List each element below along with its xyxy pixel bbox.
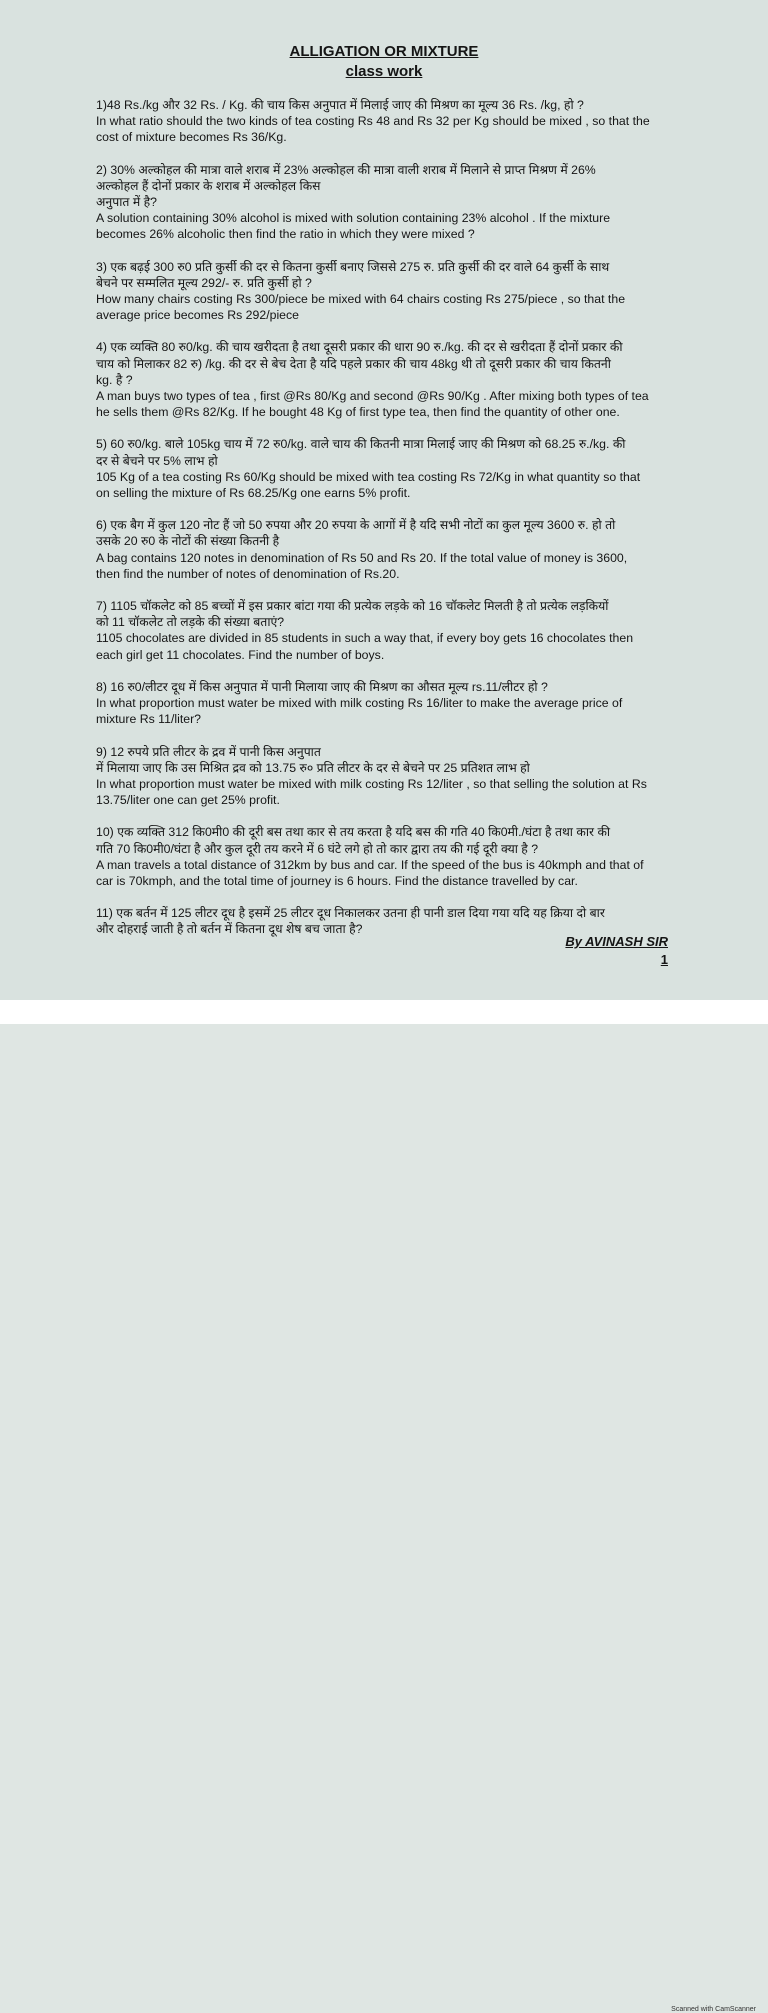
- question-line: A solution containing 30% alcohol is mixed with solution containing 23% alcohol . If the mixture: [96, 211, 611, 226]
- question-block: [96, 259, 676, 324]
- author-signature: By AVINASH SIR: [565, 934, 668, 949]
- page-number: 1: [660, 952, 668, 967]
- question-line: बेचने पर सम्मलित मूल्य 292/- रु. प्रति कुर्सी हो ?: [96, 275, 312, 290]
- question-line: cost of mixture becomes Rs 36/Kg.: [96, 130, 287, 145]
- question-list: [96, 97, 676, 954]
- question-line: A man buys two types of tea , first @Rs 80/Kg and second @Rs 90/Kg . After mixing both types of tea: [96, 389, 649, 404]
- question-line: each girl get 11 chocolates. Find the number of boys.: [96, 647, 385, 662]
- question-block: [96, 436, 676, 501]
- question-line: 11) एक बर्तन में 125 लीटर दूध है इसमें 25 लीटर दूध निकालकर उतना ही पानी डाल दिया गया यदि यह क्रिया दो बार: [96, 906, 605, 921]
- question-line: 7) 1105 चॉकलेट को 85 बच्चों में इस प्रकार बांटा गया की प्रत्येक लड़के को 16 चॉकलेट मिलती है तो प्रत्येक लड़कियों: [96, 599, 609, 614]
- question-block: [96, 598, 676, 663]
- question-line: A man travels a total distance of 312km by bus and car. If the speed of the bus is 40kmph and that of: [96, 857, 644, 872]
- question-line: 4) एक व्यक्ति 80 रु0/kg. की चाय खरीदता है तथा दूसरी प्रकार की धारा 90 रु./kg. की दर से खरीदता हैं दोनों प्रकार की: [96, 340, 623, 355]
- question-line: mixture Rs 11/liter?: [96, 712, 202, 727]
- question-block: [96, 97, 676, 146]
- question-block: [96, 744, 676, 809]
- question-line: becomes 26% alcoholic then find the ratio in which they were mixed ?: [96, 227, 475, 242]
- question-line: 6) एक बैग में कुल 120 नोट हैं जो 50 रुपया और 20 रुपया के आगों में है यदि सभी नोटों का कुल मूल्य 3600 रु. हो तो: [96, 518, 616, 533]
- question-block: [96, 824, 676, 889]
- question-block: [96, 162, 676, 243]
- question-line: then find the number of notes of denomination of Rs.20.: [96, 566, 400, 581]
- question-line: A bag contains 120 notes in denomination of Rs 50 and Rs 20. If the total value of money is 3600,: [96, 550, 628, 565]
- question-line: और दोहराई जाती है तो बर्तन में कितना दूध शेष बच जाता है?: [96, 922, 363, 937]
- question-line: गति 70 कि0मी0/घंटा है और कुल दूरी तय करने में 6 घंटे लगे हो तो कार द्वारा तय की गई दूरी क्या है ?: [96, 841, 539, 856]
- question-line: में मिलाया जाए कि उस मिश्रित द्रव को 13.75 रु० प्रति लीटर के दर से बेचने पर 25 प्रतिशत लाभ हो: [96, 760, 530, 775]
- question-line: को 11 चॉकलेट तो लड़के की संख्या बताएं?: [96, 615, 285, 630]
- question-line: 2) 30% अल्कोहल की मात्रा वाले शराब में 23% अल्कोहल की मात्रा वाली शराब में मिलाने से प्राप्त मिश्रण में 26%: [96, 162, 596, 177]
- question-line: अनुपात में है?: [96, 195, 157, 210]
- question-line: on selling the mixture of Rs 68.25/Kg one earns 5% profit.: [96, 486, 411, 501]
- question-line: 3) एक बढ़ई 300 रु0 प्रति कुर्सी की दर से कितना कुर्सी बनाए जिससे 275 रु. प्रति कुर्सी की दर वाले 64 कुर्सी के साथ: [96, 259, 610, 274]
- page-subtitle: class work: [345, 63, 423, 80]
- question-line: In what proportion must water be mixed with milk costing Rs 12/liter , so that selling the solution at Rs: [96, 776, 647, 791]
- question-line: उसके 20 रु0 के नोटों की संख्या कितनी है: [96, 534, 280, 549]
- question-line: अल्कोहल हैं दोनों प्रकार के शराब में अल्कोहल किस: [96, 178, 321, 193]
- question-line: kg. है ?: [96, 372, 133, 387]
- question-line: चाय को मिलाकर 82 रु) /kg. की दर से बेच देता है यदि पहले प्रकार की चाय 48kg थी तो दूसरी प्रकार की चाय कितनी: [96, 356, 611, 371]
- question-block: [96, 905, 676, 937]
- question-line: average price becomes Rs 292/piece: [96, 308, 300, 323]
- page-title: ALLIGATION OR MIXTURE: [289, 43, 479, 60]
- question-block: [96, 339, 676, 420]
- question-line: 1)48 Rs./kg और 32 Rs. / Kg. की चाय किस अनुपात में मिलाई जाए की मिश्रण का मूल्य 36 Rs. /kg, हो ?: [96, 98, 584, 112]
- question-line: In what proportion must water be mixed with milk costing Rs 16/liter to make the average price of: [96, 696, 623, 711]
- document-page: [0, 0, 768, 1000]
- question-line: दर से बेचने पर 5% लाभ हो: [96, 453, 218, 468]
- scanner-watermark-text: Scanned with CamScanner: [671, 2006, 756, 2013]
- scanner-footer: [0, 1000, 768, 2013]
- question-line: 5) 60 रु0/kg. बाले 105kg चाय में 72 रु0/kg. वाले चाय की कितनी मात्रा मिलाई जाए की मिश्रण को 68.25 रु./kg. की: [96, 437, 626, 452]
- question-line: car is 70kmph, and the total time of journey is 6 hours. Find the distance travelled by car.: [96, 873, 578, 888]
- question-line: 1105 chocolates are divided in 85 students in such a way that, if every boy gets 16 chocolates then: [96, 631, 634, 646]
- question-line: he sells them @Rs 82/Kg. If he bought 48 Kg of first type tea, then find the quantity of other one.: [96, 405, 620, 420]
- question-line: 10) एक व्यक्ति 312 कि0मी0 की दूरी बस तथा कार से तय करता है यदि बस की गति 40 कि0मी./घंटा है तथा कार की: [96, 825, 611, 840]
- question-line: In what ratio should the two kinds of tea costing Rs 48 and Rs 32 per Kg should be mixed , so that the: [96, 114, 650, 129]
- question-line: 13.75/liter one can get 25% profit.: [96, 793, 280, 808]
- question-line: How many chairs costing Rs 300/piece be mixed with 64 chairs costing Rs 275/piece , so that the: [96, 292, 626, 307]
- question-line: 105 Kg of a tea costing Rs 60/Kg should be mixed with tea costing Rs 72/Kg in what quantity so that: [96, 469, 641, 484]
- question-line: 8) 16 रु0/लीटर दूध में किस अनुपात में पानी मिलाया जाए की मिश्रण का औसत मूल्य rs.11/लीटर हो ?: [96, 679, 548, 694]
- question-block: [96, 679, 676, 728]
- question-block: [96, 517, 676, 582]
- question-line: 9) 12 रुपये प्रति लीटर के द्रव में पानी किस अनुपात: [96, 744, 321, 759]
